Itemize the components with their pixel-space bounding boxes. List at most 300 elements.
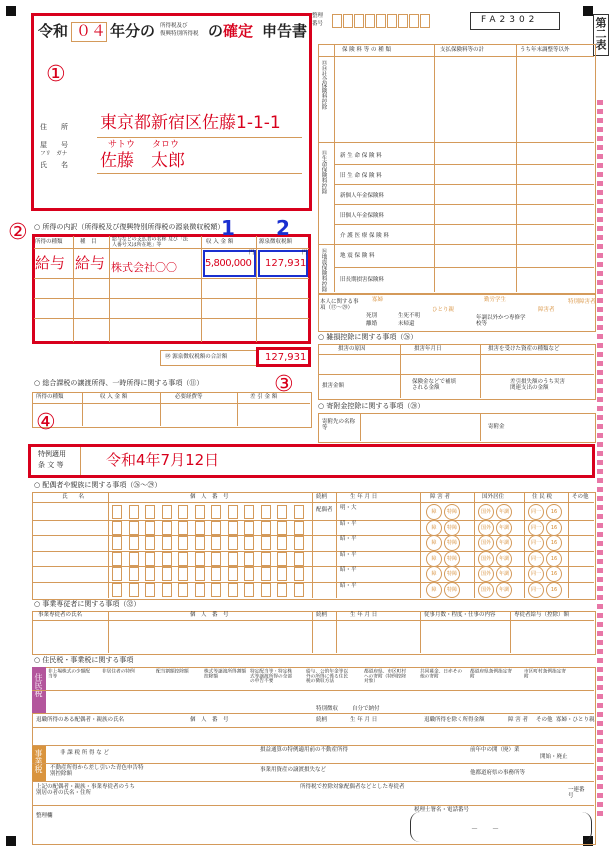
sogo-col-type: 所得の種類 [36, 394, 64, 400]
jig-2: 不動産所得から差し引いた青色申告特別控除額 [50, 765, 144, 777]
total-label-box [160, 350, 258, 366]
option-circle[interactable]: 16 [546, 582, 562, 598]
grid-line [318, 354, 594, 355]
item-mikikan[interactable]: 未帰還 [398, 321, 415, 327]
grid-line [334, 224, 594, 225]
zasson-col: 損害の原因 [338, 346, 366, 352]
family-row[interactable] [32, 520, 594, 535]
grid-line [256, 236, 257, 342]
col-payer: 給与などの支払者の名称 及び「法人番号又は所在地」等 [112, 237, 188, 248]
item-tokushogai[interactable]: 特別障害者 [568, 299, 596, 305]
kana-sei[interactable]: サトウ [108, 140, 136, 150]
grid-line [318, 374, 594, 375]
number-cell[interactable] [261, 536, 271, 550]
option-circle[interactable]: 国外 [478, 551, 494, 567]
quake-row: 地 震 保 険 料 [340, 253, 375, 259]
quake-label: ⑯地震保険料控除 [320, 248, 327, 292]
personal-items-label: 本人に関する事項（⑰〜⑳） [320, 299, 359, 311]
grid-line [334, 44, 335, 292]
grid-line [420, 611, 421, 653]
grid-line [160, 392, 161, 426]
era-options[interactable]: 昭・平 [340, 567, 357, 573]
option-circle[interactable]: 同一 [528, 582, 544, 598]
income-row-withheld[interactable]: 127,931 [265, 258, 307, 269]
jig-1: 非 課 税 所 得 な ど [60, 750, 109, 756]
jumin-row2-label: 退職所得のある配偶者・親族の氏名 [36, 717, 125, 723]
number-cell[interactable] [277, 583, 287, 597]
number-cell[interactable] [228, 521, 238, 535]
item-kafu[interactable]: 寡婦 [372, 297, 384, 303]
jumin-row2-col: 生 年 月 日 [350, 717, 378, 723]
number-cell[interactable] [112, 505, 122, 519]
grid-line [516, 44, 517, 292]
furigana-label: フリ ガナ [40, 151, 68, 157]
title-small-2: 復興特別所得税 [160, 31, 199, 37]
option-circle[interactable]: 障 [426, 566, 442, 582]
number-cell[interactable] [277, 536, 287, 550]
kifu-name-label: 寄附先の名称等 [322, 419, 356, 431]
jumin-col-header: 給与、公的年金等以外の所得に係る住民税の徴収方法 [306, 669, 349, 684]
number-cell[interactable] [162, 536, 172, 550]
income-row-payer[interactable]: 株式会社〇〇 [111, 261, 177, 274]
name-underline [97, 173, 302, 174]
era-options[interactable]: 昭・平 [340, 551, 357, 558]
jumin-title: ○ 住民税・事業税に関する事項 [34, 656, 134, 664]
grid-line [32, 502, 594, 503]
number-cell[interactable] [162, 505, 172, 519]
sogo-section-title: ○ 総合課税の譲渡所得、一時所得に関する事項（⑪） [34, 379, 204, 387]
life-row: 旧 生 命 保 険 料 [340, 173, 382, 179]
ikkan-label: 一連番号 [568, 787, 585, 799]
name-label: 氏 名 [40, 161, 68, 169]
insurance-header-type: 保 険 料 等 の 種 類 [342, 47, 391, 53]
yen-mark: 円 [249, 250, 255, 256]
family-row[interactable] [32, 535, 594, 550]
jigyo-side-label: 事業税 [34, 749, 43, 773]
jumin-row2-col: 寡婦・ひとり親 [556, 717, 595, 723]
option-circle[interactable]: 障 [426, 520, 442, 536]
number-cell[interactable] [261, 583, 271, 597]
era-options[interactable]: 昭・平 [340, 536, 357, 542]
option-circle[interactable]: 国外 [478, 504, 494, 520]
jigyo-col: 専従者給与（控除）額 [514, 612, 570, 618]
zasson-title: ○ 雑損控除に関する事項（㉖） [318, 333, 418, 341]
grid-line [334, 164, 594, 165]
number-cell[interactable] [145, 505, 155, 519]
option-circle[interactable]: 年調 [496, 551, 512, 567]
grid-line [32, 727, 594, 728]
grid-line [360, 413, 361, 441]
number-cell[interactable] [129, 536, 139, 550]
tel-separator: － － [471, 825, 499, 833]
option-circle[interactable]: 年調 [496, 582, 512, 598]
option-circle[interactable]: 特障 [444, 551, 460, 567]
jumin-row2-col: 個 人 番 号 [190, 717, 229, 723]
kifu-amount-label: 寄附金 [488, 424, 505, 430]
family-row[interactable] [32, 582, 594, 597]
option-circle[interactable]: 障 [426, 582, 442, 598]
family-row[interactable] [32, 566, 594, 581]
number-cell[interactable] [277, 552, 287, 566]
name-value[interactable]: 佐藤 太郎 [100, 151, 185, 171]
annotation-blue-2: 2 [276, 216, 290, 240]
total-withheld-value[interactable]: 127,931 [265, 352, 307, 363]
number-cell[interactable] [129, 583, 139, 597]
grid-line [32, 745, 594, 746]
number-cell[interactable] [294, 505, 304, 519]
family-row[interactable] [32, 504, 594, 519]
yen-mark: 円 [302, 250, 308, 256]
insurance-header-other: うち年末調整等以外 [520, 47, 570, 53]
item-student-note: 年調以外かつ専修学校等 [476, 315, 526, 327]
number-cell[interactable] [228, 583, 238, 597]
title-mid: 年分の [110, 22, 156, 40]
grid-line [334, 184, 594, 185]
title-prefix: 令和 [38, 22, 69, 40]
number-cell[interactable] [261, 552, 271, 566]
tokurei-value[interactable]: 令和4年7月12日 [106, 451, 220, 469]
number-cell[interactable] [211, 536, 221, 550]
number-cell[interactable] [244, 521, 254, 535]
item-kinro[interactable]: 勤労学生 [484, 297, 507, 303]
number-cell[interactable] [244, 505, 254, 519]
grid-line [334, 267, 594, 268]
jumin-col-header: 非居住者の特例 [102, 669, 135, 675]
jumin-col-header: 配当割額控除額 [156, 669, 189, 675]
number-cell[interactable] [228, 552, 238, 566]
insurance-header-total: 支払保険料等の計 [440, 47, 485, 53]
option-circle[interactable]: 16 [546, 566, 562, 582]
jumin-col-header: 非上場株式の少額配当等 [48, 669, 91, 679]
jumin-col-header: 都道府県、市区町村への寄附（特例控除対象） [364, 669, 407, 684]
era-options[interactable]: 昭・平 [340, 520, 357, 527]
sogo-col-income: 収 入 金 額 [100, 394, 128, 400]
grid-line [32, 713, 594, 714]
number-cell[interactable] [129, 567, 139, 581]
number-cell[interactable] [195, 536, 205, 550]
grid-line [312, 611, 313, 653]
number-cell[interactable] [195, 583, 205, 597]
jumin-col-header: 市区町村条例指定寄附 [524, 669, 567, 679]
option-circle[interactable]: 特障 [444, 504, 460, 520]
jig-4: 事業用資産の譲渡損失など [260, 767, 327, 773]
option-circle[interactable]: 同一 [528, 504, 544, 520]
number-cell[interactable] [277, 567, 287, 581]
option-circle[interactable]: 16 [546, 504, 562, 520]
option-circle[interactable]: 年調 [496, 504, 512, 520]
annotation-blue-1: 1 [221, 216, 235, 240]
number-cell[interactable] [195, 505, 205, 519]
zasson-col: 損害年月日 [414, 346, 442, 352]
title-small-1: 所得税及び [160, 23, 188, 29]
grid-line [32, 805, 594, 806]
family-title: ○ 配偶者や親族に関する事項（㉖〜㉙） [34, 481, 162, 489]
number-cell[interactable] [261, 505, 271, 519]
tokurei-label-2: 条 文 等 [38, 461, 64, 469]
year-value: ０４ [76, 22, 107, 40]
life-row: 新 生 命 保 険 料 [340, 153, 382, 159]
option-circle[interactable]: 年調 [496, 566, 512, 582]
grid-line [336, 611, 337, 653]
family-spouse: 配偶者 [316, 507, 333, 513]
number-cell[interactable] [129, 505, 139, 519]
grid-line [80, 447, 81, 475]
address-underline [97, 137, 302, 138]
option-circle[interactable]: 国外 [478, 520, 494, 536]
kifu-title: ○ 寄附金控除に関する事項（㉘） [318, 402, 425, 410]
family-col: 住 民 税 [532, 494, 552, 500]
grid-line [510, 611, 511, 653]
jumin-col-header: 株式等譲渡所得割額控除額 [204, 669, 247, 679]
number-cell[interactable] [162, 567, 172, 581]
number-cell[interactable] [294, 521, 304, 535]
number-cell[interactable] [162, 521, 172, 535]
col-withheld: 源泉徴収税額 [259, 239, 293, 245]
corner-mark [6, 836, 16, 846]
annotation-4: ④ [36, 410, 56, 435]
grid-line [318, 56, 594, 57]
family-row[interactable] [32, 551, 594, 566]
grid-line [109, 236, 110, 342]
family-col: 個 人 番 号 [190, 494, 229, 500]
number-cell[interactable] [228, 536, 238, 550]
income-row-amount[interactable]: 5,800,000 [205, 258, 252, 269]
sogo-col-diff: 差 引 金 額 [250, 394, 278, 400]
option-circle[interactable]: 特障 [444, 582, 460, 598]
number-cell[interactable] [195, 552, 205, 566]
grid-line [237, 392, 238, 426]
number-cell[interactable] [195, 521, 205, 535]
annotation-3: ③ [274, 372, 294, 397]
option-circle[interactable]: 同一 [528, 520, 544, 536]
number-cell[interactable] [211, 505, 221, 519]
jig-7: 他都道府県の事務所等 [470, 770, 526, 776]
option-circle[interactable]: 障 [426, 504, 442, 520]
number-cell[interactable] [211, 521, 221, 535]
number-cell[interactable] [178, 521, 188, 535]
number-cell[interactable] [277, 505, 287, 519]
number-cell[interactable] [228, 505, 238, 519]
zasson-col: 損害を受けた資産の種類など [488, 346, 560, 352]
grid-line [32, 690, 594, 691]
form-code: FA2302 [481, 15, 539, 25]
option-circle[interactable]: 国外 [478, 566, 494, 582]
kana-mei[interactable]: タロウ [152, 140, 180, 150]
seiri-number-boxes[interactable] [332, 12, 440, 30]
corner-mark [583, 6, 593, 16]
fuyou-label-2: 所得税で控除対象配偶者などとした専従者 [300, 784, 405, 790]
option-circle[interactable]: 障 [426, 535, 442, 551]
option-circle[interactable]: 年調 [496, 520, 512, 536]
number-cell[interactable] [178, 583, 188, 597]
side-notice-strip [597, 100, 603, 820]
number-cell[interactable] [228, 567, 238, 581]
life-row: 旧個人年金保険料 [340, 213, 385, 219]
jumin-side-label: 住民税 [34, 673, 43, 697]
col-income-item: 種 目 [80, 239, 97, 245]
number-cell[interactable] [261, 521, 271, 535]
option-circle[interactable]: 年調 [496, 535, 512, 551]
option-circle[interactable]: 同一 [528, 551, 544, 567]
number-cell[interactable] [129, 521, 139, 535]
option-circle[interactable]: 16 [546, 520, 562, 536]
option-circle[interactable]: 16 [546, 551, 562, 567]
number-cell[interactable] [294, 567, 304, 581]
number-cell[interactable] [178, 552, 188, 566]
family-col: 障 害 者 [430, 494, 450, 500]
family-col: 国外居住 [482, 494, 505, 500]
sogo-col-cost: 必要経費等 [175, 394, 203, 400]
title-kakutei: の確定 [208, 22, 254, 40]
number-cell[interactable] [145, 521, 155, 535]
grid-line [334, 204, 594, 205]
jigyo-title: ○ 事業専従者に関する事項（㉜） [34, 600, 141, 608]
address-label: 住 所 [40, 123, 68, 131]
yago-label: 屋 号 [40, 141, 68, 149]
grid-line [318, 142, 594, 143]
number-cell[interactable] [145, 567, 155, 581]
era-options[interactable]: 明・大 [340, 505, 357, 511]
number-cell[interactable] [211, 583, 221, 597]
number-cell[interactable] [294, 552, 304, 566]
income-row-item[interactable]: 給与 [75, 254, 106, 272]
annotation-2: ② [8, 220, 28, 245]
grid-line [480, 413, 481, 441]
zeirishi-field[interactable] [410, 812, 592, 842]
jumin-col-header: 都道府県条例指定寄附 [470, 669, 513, 679]
title-suffix: 申告書 [262, 22, 308, 40]
col-income-amount: 収 入 金 額 [206, 239, 234, 245]
income-row-type[interactable]: 給与 [35, 254, 66, 272]
annotation-1: ① [46, 62, 66, 87]
highlight-box-personal [31, 13, 312, 211]
jig-3: 損益通算の特例適用前の不動産所得 [260, 747, 349, 753]
number-cell[interactable] [178, 567, 188, 581]
jumin-col-header: 共同募金、日赤その他の寄附 [420, 669, 463, 679]
jumin-jibun[interactable]: 自分で納付 [352, 706, 380, 712]
grid-line [108, 611, 109, 653]
life-row: 新個人年金保険料 [340, 193, 385, 199]
option-circle[interactable]: 特障 [444, 566, 460, 582]
grid-line [34, 318, 309, 319]
number-cell[interactable] [244, 536, 254, 550]
social-insurance-label: ⑬⑭社会保険料控除 [320, 60, 327, 110]
life-insurance-label: ⑮生命保険料控除 [320, 150, 327, 194]
grid-line [82, 392, 83, 426]
family-col: その他 [572, 494, 589, 500]
option-circle[interactable]: 国外 [478, 582, 494, 598]
jigyo-col: 個 人 番 号 [190, 612, 229, 618]
jumin-row2-col: 続柄 [316, 717, 328, 723]
zeirishi-label: 税理士署名・電話番号 [414, 807, 470, 813]
form-code-box [470, 12, 560, 30]
number-cell[interactable] [294, 536, 304, 550]
jigyo-col: 続柄 [316, 612, 328, 618]
number-cell[interactable] [211, 552, 221, 566]
number-cell[interactable] [129, 552, 139, 566]
number-cell[interactable] [244, 552, 254, 566]
number-cell[interactable] [244, 567, 254, 581]
number-cell[interactable] [162, 583, 172, 597]
option-circle[interactable]: 特障 [444, 535, 460, 551]
era-options[interactable]: 昭・平 [340, 582, 357, 589]
number-cell[interactable] [145, 583, 155, 597]
number-cell[interactable] [178, 505, 188, 519]
jumin-row2-col: その他 [536, 717, 553, 723]
grid-line [201, 236, 202, 342]
tokurei-label-1: 特例適用 [38, 450, 66, 458]
number-cell[interactable] [145, 552, 155, 566]
grid-line [400, 344, 401, 398]
item-shogai[interactable]: 障害者 [538, 307, 555, 313]
grid-line [32, 763, 594, 764]
jumin-row2-col: 障 害 者 [508, 717, 528, 723]
family-col: 続柄 [316, 494, 328, 500]
item-hitorioya[interactable]: ひとり親 [432, 307, 455, 313]
item-shibetsu[interactable]: 死別 [366, 313, 378, 319]
option-circle[interactable]: 同一 [528, 535, 544, 551]
option-circle[interactable]: 同一 [528, 566, 544, 582]
address-value[interactable]: 東京都新宿区佐藤1-1-1 [100, 113, 281, 133]
grid-line [34, 298, 309, 299]
grid-line [434, 44, 435, 292]
number-cell[interactable] [211, 567, 221, 581]
option-circle[interactable]: 特障 [444, 520, 460, 536]
number-cell[interactable] [112, 536, 122, 550]
grid-line [34, 248, 309, 249]
total-withheld-label: ㊽ 源泉徴収税額の合計額 [165, 354, 228, 360]
option-circle[interactable]: 16 [546, 535, 562, 551]
number-cell[interactable] [145, 536, 155, 550]
jigyo-table [32, 611, 596, 655]
number-cell[interactable] [162, 552, 172, 566]
number-cell[interactable] [112, 583, 122, 597]
jumin-tokubetsu[interactable]: 特別徴収 [316, 706, 339, 712]
zasson-row: 保険金などで補填される金額 [412, 379, 457, 391]
grid-line [318, 244, 594, 245]
jig-6[interactable]: 開始・廃止 [540, 754, 568, 760]
life-row: 介 護 医 療 保 険 料 [340, 233, 389, 239]
number-cell[interactable] [244, 583, 254, 597]
income-section-title: ○ 所得の内訳（所得税及び復興特別所得税の源泉徴収税額） [34, 223, 225, 231]
option-circle[interactable]: 国外 [478, 535, 494, 551]
number-cell[interactable] [112, 567, 122, 581]
grid-line [34, 278, 309, 279]
number-cell[interactable] [112, 521, 122, 535]
jigyo-col: 生 年 月 日 [350, 612, 378, 618]
zasson-row: 損害金額 [322, 383, 345, 389]
number-cell[interactable] [261, 567, 271, 581]
col-income-type: 所得の種類 [35, 239, 63, 245]
jigyo-col: 事業専従者の氏名 [38, 612, 83, 618]
item-rikon[interactable]: 離婚 [366, 321, 378, 327]
seiri-label-1: 整理 [312, 13, 324, 19]
number-cell[interactable] [112, 552, 122, 566]
grid-line [73, 236, 74, 342]
grid-line [32, 403, 310, 404]
number-cell[interactable] [195, 567, 205, 581]
number-cell[interactable] [178, 536, 188, 550]
quake-row: 旧長期損害保険料 [340, 277, 385, 283]
number-cell[interactable] [294, 583, 304, 597]
number-cell[interactable] [277, 521, 287, 535]
item-seishi[interactable]: 生死不明 [398, 313, 421, 319]
seiri-label-2: 番号 [312, 21, 324, 27]
option-circle[interactable]: 障 [426, 551, 442, 567]
family-col: 生 年 月 日 [350, 494, 378, 500]
jigyo-col: 従事月数・程度・仕事の内容 [424, 612, 496, 618]
corner-mark [6, 6, 16, 16]
